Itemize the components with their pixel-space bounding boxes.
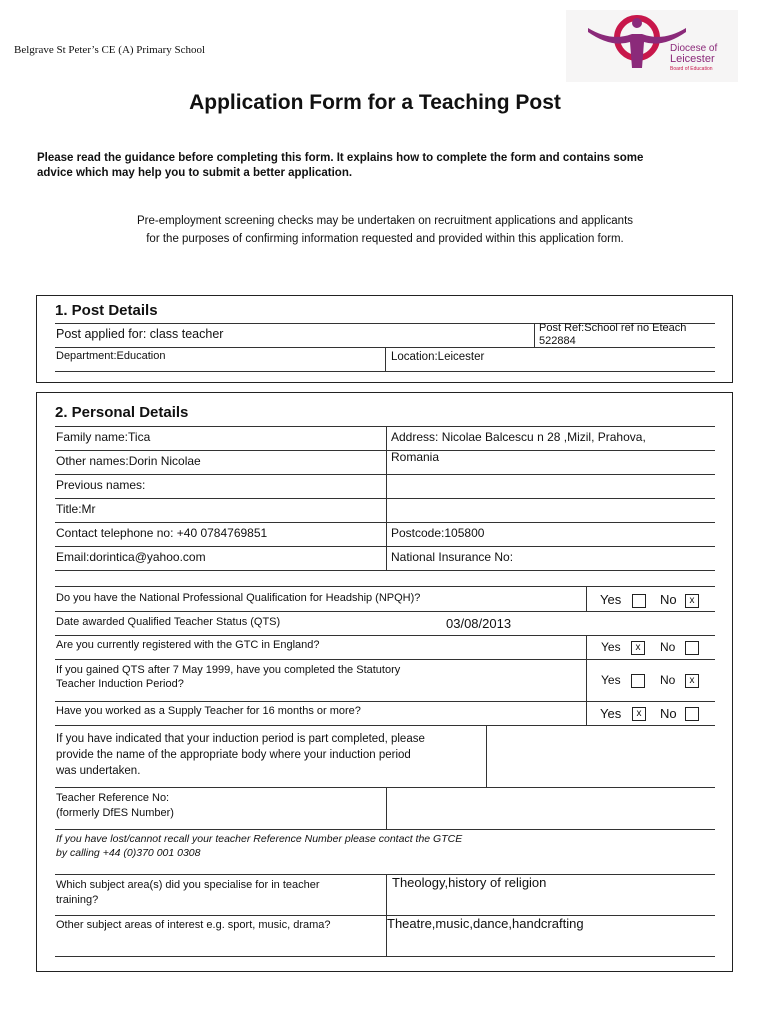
npqh-yes-checkbox[interactable] (632, 594, 646, 608)
title-field[interactable]: Title:Mr (56, 502, 96, 516)
personal-details-heading: 2. Personal Details (55, 404, 189, 421)
supply-no-label: No (660, 706, 677, 721)
page-title: Application Form for a Teaching Post (189, 91, 561, 114)
gtce-note-line1: If you have lost/cannot recall your teacher Reference Number please contact the GTCE (56, 833, 463, 845)
screening-note (60, 212, 710, 248)
npqh-no-checkbox[interactable]: x (685, 594, 699, 608)
induction-body-line3: was undertaken. (56, 765, 141, 777)
address-line2: Romania (391, 450, 440, 464)
guidance-line2: advice which may help you to submit a better application. (37, 167, 353, 179)
induction-line1: If you gained QTS after 7 May 1999, have you completed the Statutory (56, 664, 401, 676)
post-applied-field[interactable]: Post applied for: class teacher (56, 327, 224, 341)
post-ref-field[interactable] (539, 322, 686, 348)
induction-line2: Teacher Induction Period? (56, 678, 184, 690)
post-ref-line1: Post Ref:School ref no Eteach (539, 322, 687, 334)
interests-answer[interactable]: Theatre,music,dance,handcrafting (387, 916, 584, 931)
postcode-field[interactable]: Postcode:105800 (391, 526, 485, 540)
gtc-question: Are you currently registered with the GTC in England? (56, 639, 320, 651)
induction-question (56, 663, 400, 691)
supply-yes-label: Yes (600, 706, 622, 721)
gtc-yes-checkbox[interactable]: x (631, 641, 645, 655)
teacher-ref-label (56, 791, 174, 821)
supply-question: Have you worked as a Supply Teacher for 16 months or more? (56, 705, 361, 717)
subject-q-line2: training? (56, 894, 99, 906)
logo-line1: Diocese of (670, 43, 718, 54)
guidance-line1: Please read the guidance before completing this form. It explains how to complete the form and contains some (37, 152, 644, 164)
personal-details-panel (36, 392, 733, 972)
location-field[interactable]: Location:Leicester (391, 351, 485, 363)
family-name-field[interactable]: Family name:Tica (56, 430, 151, 444)
screening-line2: for the purposes of confirming information requested and provided within this application form. (146, 233, 624, 245)
induction-no-label: No (660, 673, 676, 687)
telephone-field[interactable]: Contact telephone no: +40 0784769851 (56, 526, 268, 540)
logo-line3: Board of Education (670, 66, 713, 72)
gtc-no-checkbox[interactable] (685, 641, 699, 655)
npqh-question: Do you have the National Professional Qualification for Headship (NPQH)? (56, 592, 421, 604)
gtce-note (56, 832, 462, 860)
teacher-ref-input[interactable] (389, 789, 713, 827)
npqh-yes-label: Yes (600, 592, 622, 607)
subject-answer[interactable]: Theology,history of religion (392, 875, 547, 890)
subject-q-line1: Which subject area(s) did you specialise for in teacher (56, 879, 320, 891)
post-details-panel (36, 295, 733, 383)
supply-no-checkbox[interactable] (685, 707, 699, 721)
ni-number-field[interactable]: National Insurance No: (391, 550, 514, 564)
gtce-note-line2: by calling +44 (0)370 001 0308 (56, 847, 201, 859)
subject-question (56, 878, 320, 908)
previous-names-field[interactable]: Previous names: (56, 478, 146, 492)
address-line1: Address: Nicolae Balcescu n 28 ,Mizil, Prahova, (391, 430, 646, 444)
induction-yes-label: Yes (601, 673, 621, 687)
induction-yes-checkbox[interactable] (631, 674, 645, 688)
email-field[interactable]: Email:dorintica@yahoo.com (56, 550, 206, 564)
induction-body-answer[interactable] (489, 727, 713, 785)
teacher-ref-line1: Teacher Reference No: (56, 792, 170, 804)
gtc-yes-label: Yes (601, 640, 621, 654)
other-names-field[interactable]: Other names:Dorin Nicolae (56, 454, 201, 468)
supply-yes-checkbox[interactable]: x (632, 707, 646, 721)
post-details-heading: 1. Post Details (55, 302, 158, 319)
qts-date-value[interactable]: 03/08/2013 (446, 616, 512, 631)
guidance-text (37, 151, 737, 181)
post-ref-line2: 522884 (539, 335, 576, 347)
diocese-logo (566, 10, 738, 82)
department-field[interactable]: Department:Education (56, 350, 166, 362)
induction-no-checkbox[interactable]: x (685, 674, 699, 688)
induction-body-line1: If you have indicated that your induction period is part completed, please (56, 733, 425, 745)
npqh-no-label: No (660, 592, 677, 607)
address-field[interactable] (391, 427, 646, 467)
logo-line2: Leicester (670, 53, 715, 65)
school-name: Belgrave St Peter’s CE (A) Primary School (14, 44, 206, 56)
screening-line1: Pre-employment screening checks may be undertaken on recruitment applications and applicants (136, 215, 634, 227)
teacher-ref-line2: (formerly DfES Number) (56, 807, 174, 819)
interests-question: Other subject areas of interest e.g. sport, music, drama? (56, 919, 331, 931)
induction-body-question (56, 731, 425, 779)
gtc-no-label: No (660, 640, 676, 654)
qts-date-label: Date awarded Qualified Teacher Status (QTS) (56, 616, 281, 628)
induction-body-line2: provide the name of the appropriate body where your induction period (56, 749, 411, 761)
